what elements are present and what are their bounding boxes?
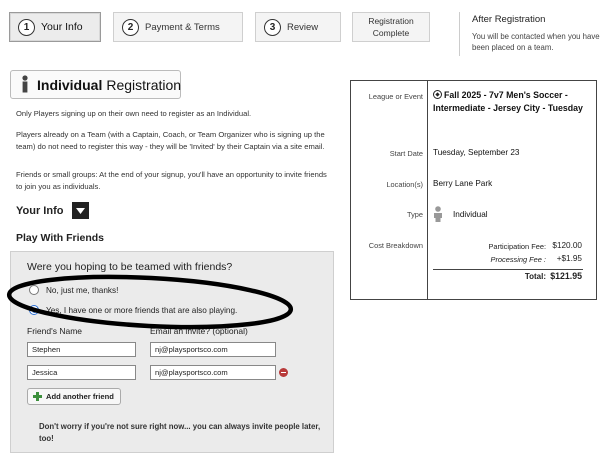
email-invite-column-header: Email an invite? (optional) [150, 326, 248, 336]
step-your-info[interactable] [9, 12, 101, 42]
total-divider [433, 269, 583, 270]
event-summary-box [350, 80, 597, 300]
friend-name-column-header: Friend's Name [27, 326, 83, 336]
step-registration-complete[interactable] [352, 12, 430, 42]
after-registration-info [459, 12, 611, 56]
step-label-line2: Complete [372, 28, 410, 38]
page-title [10, 70, 181, 99]
step-label: Payment & Terms [145, 21, 220, 33]
step-number: 2 [122, 19, 139, 36]
league-label: League or Event [368, 92, 423, 101]
person-icon [21, 75, 29, 95]
intro-paragraph-3: Friends or small groups: At the end of your signup, you'll have an opportunity to invite friends to join you as individuals. [16, 170, 327, 192]
radio-no[interactable] [29, 285, 39, 295]
your-info-toggle[interactable] [72, 202, 89, 219]
location-label: Location(s) [386, 180, 423, 189]
add-friend-button[interactable] [27, 388, 121, 405]
step-number: 3 [264, 19, 281, 36]
chevron-down-icon [76, 208, 85, 214]
type-value [433, 206, 488, 222]
option-yes-label: Yes, I have one or more friends that are also playing. [46, 305, 238, 315]
page-title-bold: Individual [37, 76, 103, 93]
person-icon [433, 206, 443, 222]
participation-fee-label: Participation Fee: [488, 242, 546, 251]
your-info-section [16, 202, 89, 219]
option-yes-friends[interactable] [29, 305, 237, 315]
type-value-text: Individual [453, 209, 488, 219]
step-payment-terms[interactable] [113, 12, 243, 42]
friends-question: Were you hoping to be teamed with friends? [27, 261, 233, 273]
step-label: Review [287, 21, 319, 33]
page-title-rest: Registration [106, 76, 182, 93]
radio-yes[interactable] [29, 305, 39, 315]
processing-fee-label: Processing Fee : [490, 255, 546, 264]
friend-email-input[interactable] [150, 365, 276, 380]
total-value: $121.95 [550, 271, 582, 281]
total-label: Total: [524, 272, 546, 281]
step-review[interactable] [255, 12, 341, 42]
league-value-text: Fall 2025 - 7v7 Men's Soccer - Intermediate - Jersey City - Tuesday [433, 90, 583, 113]
your-info-label: Your Info [16, 204, 64, 217]
after-registration-title: After Registration [472, 14, 546, 25]
start-date-label: Start Date [389, 149, 423, 158]
participation-fee-value: $120.00 [552, 241, 582, 250]
add-friend-label: Add another friend [46, 392, 114, 401]
remove-friend-icon[interactable] [279, 368, 288, 377]
event-box-divider [427, 81, 428, 299]
intro-paragraph-2: Players already on a Team (with a Captain, Coach, or Team Organizer who is signing up the team) do not need to register this way - they will be 'Invited' by their Captain via a site email. [16, 130, 325, 152]
league-value [433, 89, 593, 114]
friends-panel [10, 251, 334, 453]
friend-email-input[interactable] [150, 342, 276, 357]
step-label-line1: Registration [368, 16, 414, 26]
start-date-value: Tuesday, September 23 [433, 148, 520, 157]
play-with-friends-heading: Play With Friends [16, 232, 105, 244]
after-registration-text: You will be contacted when you have been placed on a team. [472, 32, 600, 52]
cost-breakdown-label: Cost Breakdown [368, 241, 423, 250]
invite-later-note: Don't worry if you're not sure right now... you can always invite people later, too! [39, 422, 321, 443]
step-number: 1 [18, 19, 35, 36]
soccer-ball-icon [433, 90, 442, 99]
plus-icon [33, 392, 42, 401]
processing-fee-value: +$1.95 [556, 254, 582, 263]
friend-name-input[interactable] [27, 365, 136, 380]
intro-paragraph-1: Only Players signing up on their own need to register as an Individual. [16, 109, 252, 118]
step-label: Your Info [41, 21, 83, 33]
type-label: Type [406, 210, 423, 219]
location-value: Berry Lane Park [433, 179, 493, 188]
friend-name-input[interactable] [27, 342, 136, 357]
option-no-friends[interactable] [29, 285, 118, 295]
option-no-label: No, just me, thanks! [46, 285, 119, 295]
